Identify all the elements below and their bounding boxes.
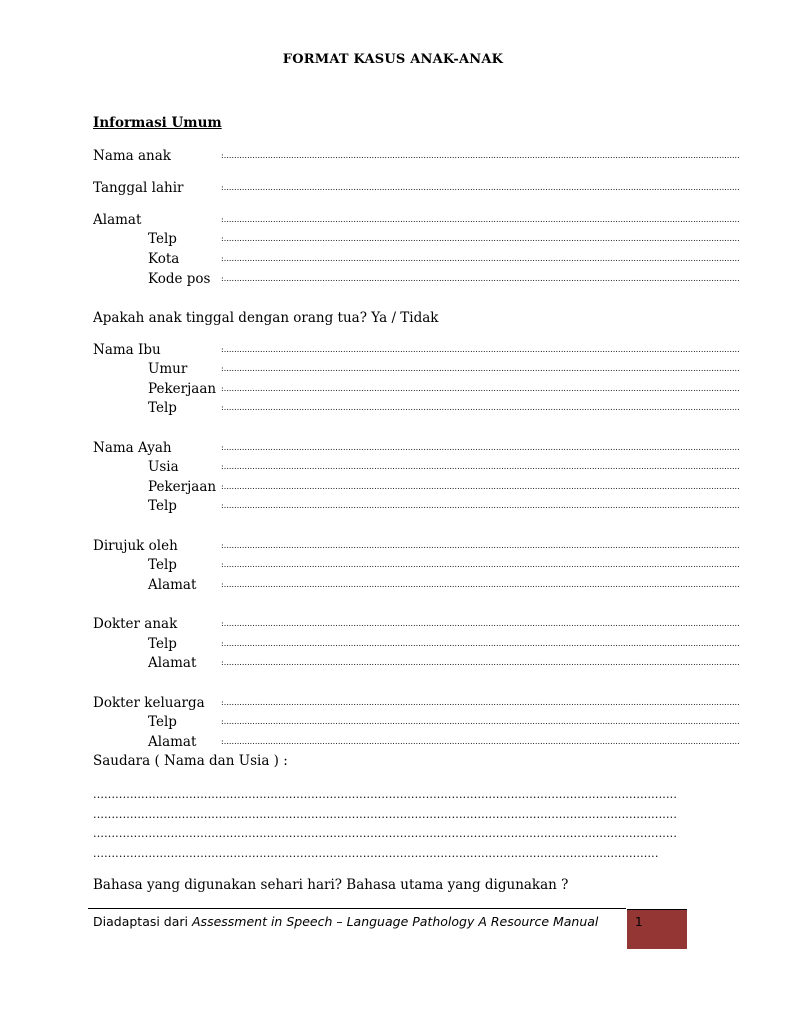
fill-line[interactable]: :.......................................................................................................................................................................................................: [221, 234, 740, 243]
footer-prefix: Diadaptasi dari: [93, 914, 192, 929]
fill-line[interactable]: :.......................................................................................................................................................................................................: [221, 541, 740, 550]
field-tanggal-lahir[interactable]: [93, 179, 740, 197]
fill-line[interactable]: :.......................................................................................................................................................................................................: [221, 698, 740, 707]
field-label: Telp: [148, 714, 177, 730]
field-label: Umur: [148, 361, 188, 377]
field-label: Pekerjaan: [148, 381, 217, 397]
field-label: Alamat: [93, 212, 142, 228]
fill-line[interactable]: :.......................................................................................................................................................................................................: [221, 215, 740, 224]
field-label: Alamat: [148, 734, 197, 750]
fill-line[interactable]: :.......................................................................................................................................................................................................: [221, 658, 740, 667]
fill-line[interactable]: :.......................................................................................................................................................................................................: [221, 183, 740, 192]
field-dokter-keluarga[interactable]: [93, 694, 740, 712]
field-ibu-pekerjaan[interactable]: [93, 380, 740, 398]
fill-line[interactable]: :.......................................................................................................................................................................................................: [221, 364, 740, 373]
field-alamat-telp[interactable]: [93, 230, 740, 248]
field-label: Telp: [148, 400, 177, 416]
fill-line[interactable]: :.......................................................................................................................................................................................................: [221, 345, 740, 354]
field-dirujuk-oleh[interactable]: [93, 537, 740, 555]
field-label: Telp: [148, 498, 177, 514]
field-dirujuk-alamat[interactable]: [93, 576, 740, 594]
field-label: Dokter anak: [93, 616, 178, 632]
field-ibu-umur[interactable]: [93, 360, 740, 378]
field-alamat-kode-pos[interactable]: [93, 270, 740, 288]
saudara-label: Saudara ( Nama dan Usia ) :: [93, 753, 288, 769]
fill-line[interactable]: :.......................................................................................................................................................................................................: [221, 443, 740, 452]
field-label: Telp: [148, 557, 177, 573]
field-label: Kota: [148, 251, 180, 267]
field-dokter-anak[interactable]: [93, 615, 740, 633]
field-label: Nama anak: [93, 148, 171, 164]
page-number-box: [627, 909, 687, 949]
field-label: Telp: [148, 231, 177, 247]
field-label: Alamat: [148, 655, 197, 671]
field-label: Dokter keluarga: [93, 695, 205, 711]
field-label: Telp: [148, 636, 177, 652]
field-dirujuk-telp[interactable]: [93, 556, 740, 574]
page-number: 1: [635, 915, 643, 929]
field-label: Usia: [148, 459, 179, 475]
field-dokter-anak-telp[interactable]: [93, 635, 740, 653]
field-alamat-kota[interactable]: [93, 250, 740, 268]
field-dokter-anak-alamat[interactable]: [93, 654, 740, 672]
field-alamat[interactable]: [93, 211, 740, 229]
field-dokter-keluarga-telp[interactable]: [93, 713, 740, 731]
field-ayah-telp[interactable]: [93, 497, 740, 515]
field-label: Tanggal lahir: [93, 180, 184, 196]
question-bahasa: Bahasa yang digunakan sehari hari? Bahasa utama yang digunakan ?: [93, 877, 569, 893]
fill-line[interactable]: :.......................................................................................................................................................................................................: [221, 384, 740, 393]
field-ayah-usia[interactable]: [93, 458, 740, 476]
field-label: Alamat: [148, 577, 197, 593]
fill-line[interactable]: :.......................................................................................................................................................................................................: [221, 717, 740, 726]
document-title: FORMAT KASUS ANAK-ANAK: [282, 52, 504, 67]
footer-divider: [88, 908, 626, 909]
fill-line[interactable]: :.......................................................................................................................................................................................................: [221, 639, 740, 648]
section-heading: Informasi Umum: [93, 115, 222, 131]
fill-line[interactable]: :.......................................................................................................................................................................................................: [221, 737, 740, 746]
fill-line[interactable]: :.......................................................................................................................................................................................................: [221, 501, 740, 510]
fill-line[interactable]: :.......................................................................................................................................................................................................: [221, 482, 740, 491]
saudara-line-4[interactable]: .........................................................................................................................................................: [93, 847, 659, 860]
footer-attribution: [93, 914, 598, 929]
fill-line[interactable]: :.......................................................................................................................................................................................................: [221, 619, 740, 628]
field-ibu-telp[interactable]: [93, 399, 740, 417]
field-nama-ayah[interactable]: [93, 439, 740, 457]
saudara-line-3[interactable]: ..............................................................................................................................................................: [93, 827, 678, 840]
field-label: Dirujuk oleh: [93, 538, 178, 554]
field-label: Nama Ibu: [93, 342, 161, 358]
field-nama-anak[interactable]: [93, 147, 740, 165]
fill-line[interactable]: :.......................................................................................................................................................................................................: [221, 580, 740, 589]
field-nama-ibu[interactable]: [93, 341, 740, 359]
field-dokter-keluarga-alamat[interactable]: [93, 733, 740, 751]
field-label: Kode pos: [148, 271, 211, 287]
fill-line[interactable]: :.......................................................................................................................................................................................................: [221, 560, 740, 569]
fill-line[interactable]: :.......................................................................................................................................................................................................: [221, 274, 740, 283]
field-label: Pekerjaan: [148, 479, 217, 495]
fill-line[interactable]: :.......................................................................................................................................................................................................: [221, 462, 740, 471]
fill-line[interactable]: :.......................................................................................................................................................................................................: [221, 254, 740, 263]
footer-source: Assessment in Speech – Language Pathology A Resource Manual: [192, 914, 599, 929]
field-label: Nama Ayah: [93, 440, 172, 456]
question-tinggal-dengan-orang-tua: Apakah anak tinggal dengan orang tua? Ya / Tidak: [93, 310, 439, 326]
saudara-line-1[interactable]: ..............................................................................................................................................................: [93, 788, 678, 801]
field-ayah-pekerjaan[interactable]: [93, 478, 740, 496]
fill-line[interactable]: :.......................................................................................................................................................................................................: [221, 151, 740, 160]
fill-line[interactable]: :.......................................................................................................................................................................................................: [221, 403, 740, 412]
saudara-line-2[interactable]: ..............................................................................................................................................................: [93, 808, 678, 821]
